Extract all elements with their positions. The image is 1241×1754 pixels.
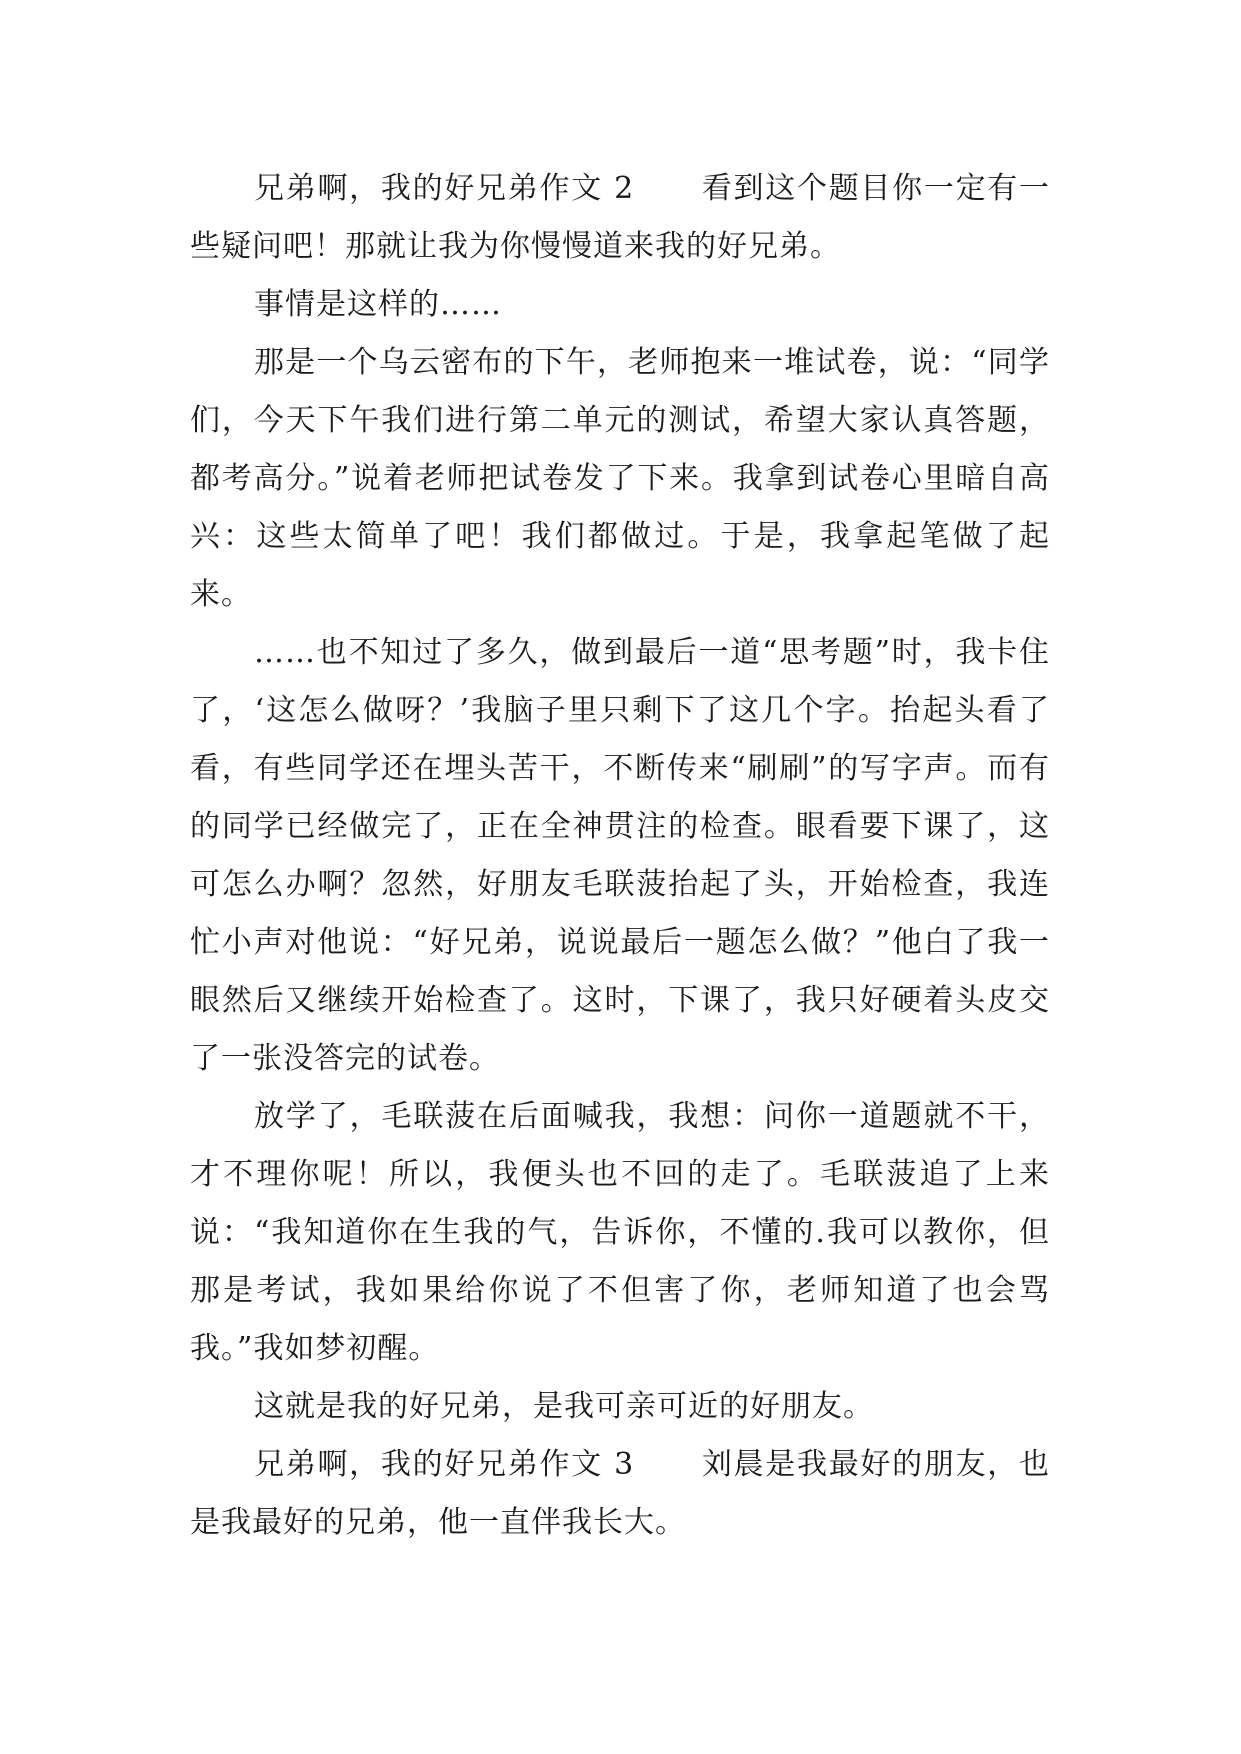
- essay-3-title: 兄弟啊，我的好兄弟作文 3: [254, 1447, 635, 1482]
- title-gap: [634, 1447, 702, 1482]
- title-gap: [634, 171, 702, 206]
- paragraph: 放学了，毛联菠在后面喊我，我想：问你一道题就不干，才不理你呢！所以，我便头也不回的走了。毛联菠追了上来说：“我知道你在生我的气，告诉你，不懂的.我可以教你，但那是考试，我如果给你说了不但害了你，老师知道了也会骂我。”我如梦初醒。: [190, 1099, 1050, 1366]
- paragraph-text: 看到这个题目你一定有一些疑问吧！那就让我为你慢慢道来我的好兄弟。: [190, 171, 1051, 264]
- paragraph-text: 刘晨是我最好的朋友，也是我最好的兄弟，他一直伴我长大。: [190, 1447, 1051, 1540]
- essay-2-opening-paragraph: [190, 160, 1050, 276]
- essay-3-opening-paragraph: [190, 1436, 1050, 1552]
- paragraph: ……也不知过了多久，做到最后一道“思考题”时，我卡住了，‘这怎么做呀？’我脑子里只剩下了这几个字。抬起头看了看，有些同学还在埋头苦干，不断传来“刷刷”的写字声。而有的同学已经做完了，正在全神贯注的检查。眼看要下课了，这可怎么办啊？忽然，好朋友毛联菠抬起了头，开始检查，我连忙小声对他说：“好兄弟，说说最后一题怎么做？”他白了我一眼然后又继续开始检查了。这时，下课了，我只好硬着头皮交了一张没答完的试卷。: [190, 635, 1050, 1076]
- essay-2-title: 兄弟啊，我的好兄弟作文 2: [254, 171, 635, 206]
- paragraph: 那是一个乌云密布的下午，老师抱来一堆试卷，说：“同学们，今天下午我们进行第二单元的测试，希望大家认真答题，都考高分。”说着老师把试卷发了下来。我拿到试卷心里暗自高兴：这些太简单了吧！我们都做过。于是，我拿起笔做了起来。: [190, 345, 1050, 612]
- document-body: [190, 160, 1050, 1552]
- paragraph: 这就是我的好兄弟，是我可亲可近的好朋友。: [254, 1389, 874, 1424]
- paragraph: 事情是这样的……: [254, 287, 502, 322]
